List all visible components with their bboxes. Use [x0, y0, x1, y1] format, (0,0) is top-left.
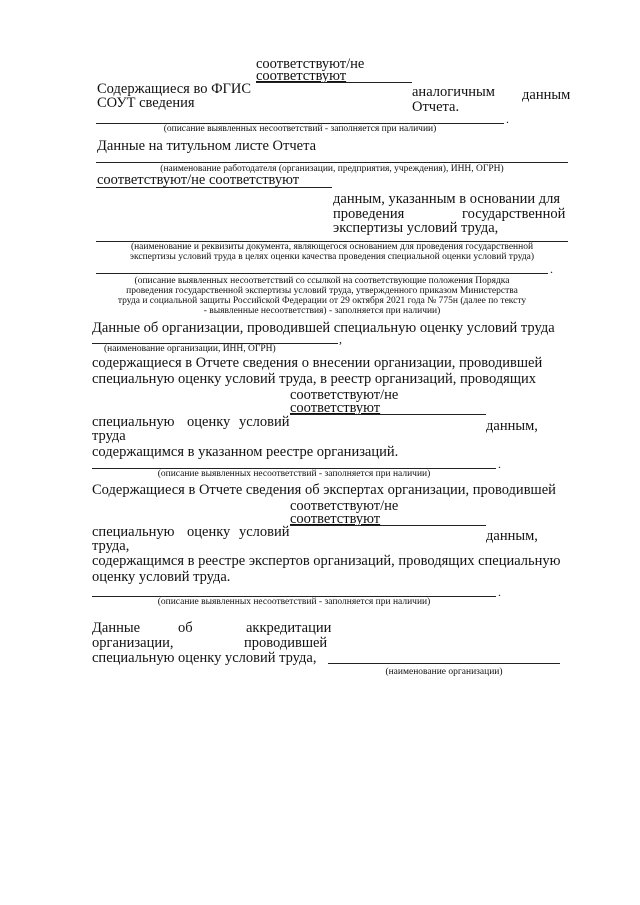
- block3-paragraph-last: содержащимся в указанном реестре организаций.: [92, 444, 399, 460]
- caption-discrepancies: (описание выявленных несоответствий - заполняется при наличии): [157, 469, 431, 479]
- block2-right-word1: проведения: [333, 206, 405, 222]
- block4-right-word: данным,: [486, 528, 538, 544]
- heading-experts: Содержащиеся в Отчете сведения об экспертах организации, проводившей: [92, 482, 556, 498]
- block3-left-word2: оценку: [187, 414, 231, 430]
- caption-document-line1: (наименование и реквизиты документа, являющегося основанием для проведения государственной: [130, 242, 534, 252]
- block3-left-word1: специальную: [92, 414, 175, 430]
- block4-left-word3: условий: [239, 524, 290, 540]
- block1-right-word1: аналогичным: [412, 84, 495, 100]
- blank-line: [328, 663, 560, 664]
- block1-left-line1: Содержащиеся во ФГИС: [97, 81, 252, 97]
- period-mark: ,: [339, 332, 342, 346]
- period-mark: .: [506, 112, 509, 126]
- block1-left-line2: СОУТ сведения: [97, 95, 195, 111]
- status-text-line1: соответствуют/не: [290, 498, 399, 514]
- caption-discrepancies: (описание выявленных несоответствий - заполняется при наличии): [163, 124, 437, 134]
- caption-discrepancies: (описание выявленных несоответствий - заполняется при наличии): [157, 597, 431, 607]
- period-mark: .: [498, 585, 501, 599]
- block3-paragraph-line1: содержащиеся в Отчете сведения о внесении организации, проводившей: [92, 355, 543, 371]
- heading-organization: Данные об организации, проводившей специальную оценку условий труда: [92, 320, 555, 336]
- status-underline: [290, 525, 486, 526]
- status-text-line2: соответствуют: [290, 511, 381, 527]
- heading-title-page: Данные на титульном листе Отчета: [97, 138, 317, 154]
- block4-left-word1: специальную: [92, 524, 175, 540]
- blank-line: [96, 162, 568, 163]
- status-text-line1: соответствуют/не: [290, 387, 399, 403]
- blank-line: [96, 273, 548, 274]
- block5-word4: организации,: [92, 635, 174, 651]
- caption-desc-line2: проведения государственной экспертизы условий труда, утвержденного приказом Министерства: [126, 286, 518, 296]
- status-text: соответствуют/не соответствуют: [97, 172, 300, 188]
- block2-right-line1: данным, указанным в основании для: [333, 191, 561, 207]
- block3-left-line2: труда: [92, 428, 126, 444]
- status-text-line1: соответствуют/не: [256, 56, 365, 72]
- status-underline: [96, 187, 332, 188]
- caption-desc-line4: - выявленные несоответствия) - заполняется при наличии): [203, 306, 441, 316]
- caption-organization: (наименование организации, ИНН, ОГРН): [104, 344, 276, 354]
- block5-word3: аккредитации: [246, 620, 332, 636]
- block4-paragraph-line1: содержащимся в реестре экспертов организаций, проводящих специальную: [92, 553, 561, 569]
- block3-paragraph-line2: специальную оценку условий труда, в реестр организаций, проводящих: [92, 371, 537, 387]
- period-mark: .: [498, 457, 501, 471]
- period-mark: .: [550, 262, 553, 276]
- block5-word5: проводившей: [244, 635, 328, 651]
- block1-right-word2: данным: [522, 87, 571, 103]
- caption-desc-line1: (описание выявленных несоответствий со ссылкой на соответствующие положения Порядка: [134, 276, 510, 286]
- caption-organization-name: (наименование организации): [385, 667, 503, 677]
- block5-line3: специальную оценку условий труда,: [92, 650, 317, 666]
- block3-left-word3: условий: [239, 414, 290, 430]
- block2-right-word2: государственной: [462, 206, 566, 222]
- status-underline: [256, 82, 412, 83]
- block3-right-word: данным,: [486, 418, 538, 434]
- block5-word1: Данные: [92, 620, 141, 636]
- status-text-line2: соответствуют: [290, 400, 381, 416]
- caption-employer: (наименование работодателя (организации, предприятия, учреждения), ИНН, ОГРН): [160, 164, 504, 174]
- block4-left-line2: труда,: [92, 538, 130, 554]
- block4-paragraph-line2: оценку условий труда.: [92, 569, 231, 585]
- block1-right-line2: Отчета.: [412, 99, 460, 115]
- block4-left-word2: оценку: [187, 524, 231, 540]
- status-text-line2: соответствуют: [256, 68, 347, 84]
- block2-right-line3: экспертизы условий труда,: [333, 220, 499, 236]
- caption-desc-line3: труда и социальной защиты Российской Федерации от 29 октября 2021 года № 775н (далее по тексту: [117, 296, 527, 306]
- block5-word2: об: [178, 620, 193, 636]
- status-underline: [290, 414, 486, 415]
- caption-document-line2: экспертизы условий труда в целях оценки качества проведения специальной оценки условий труда): [129, 252, 535, 262]
